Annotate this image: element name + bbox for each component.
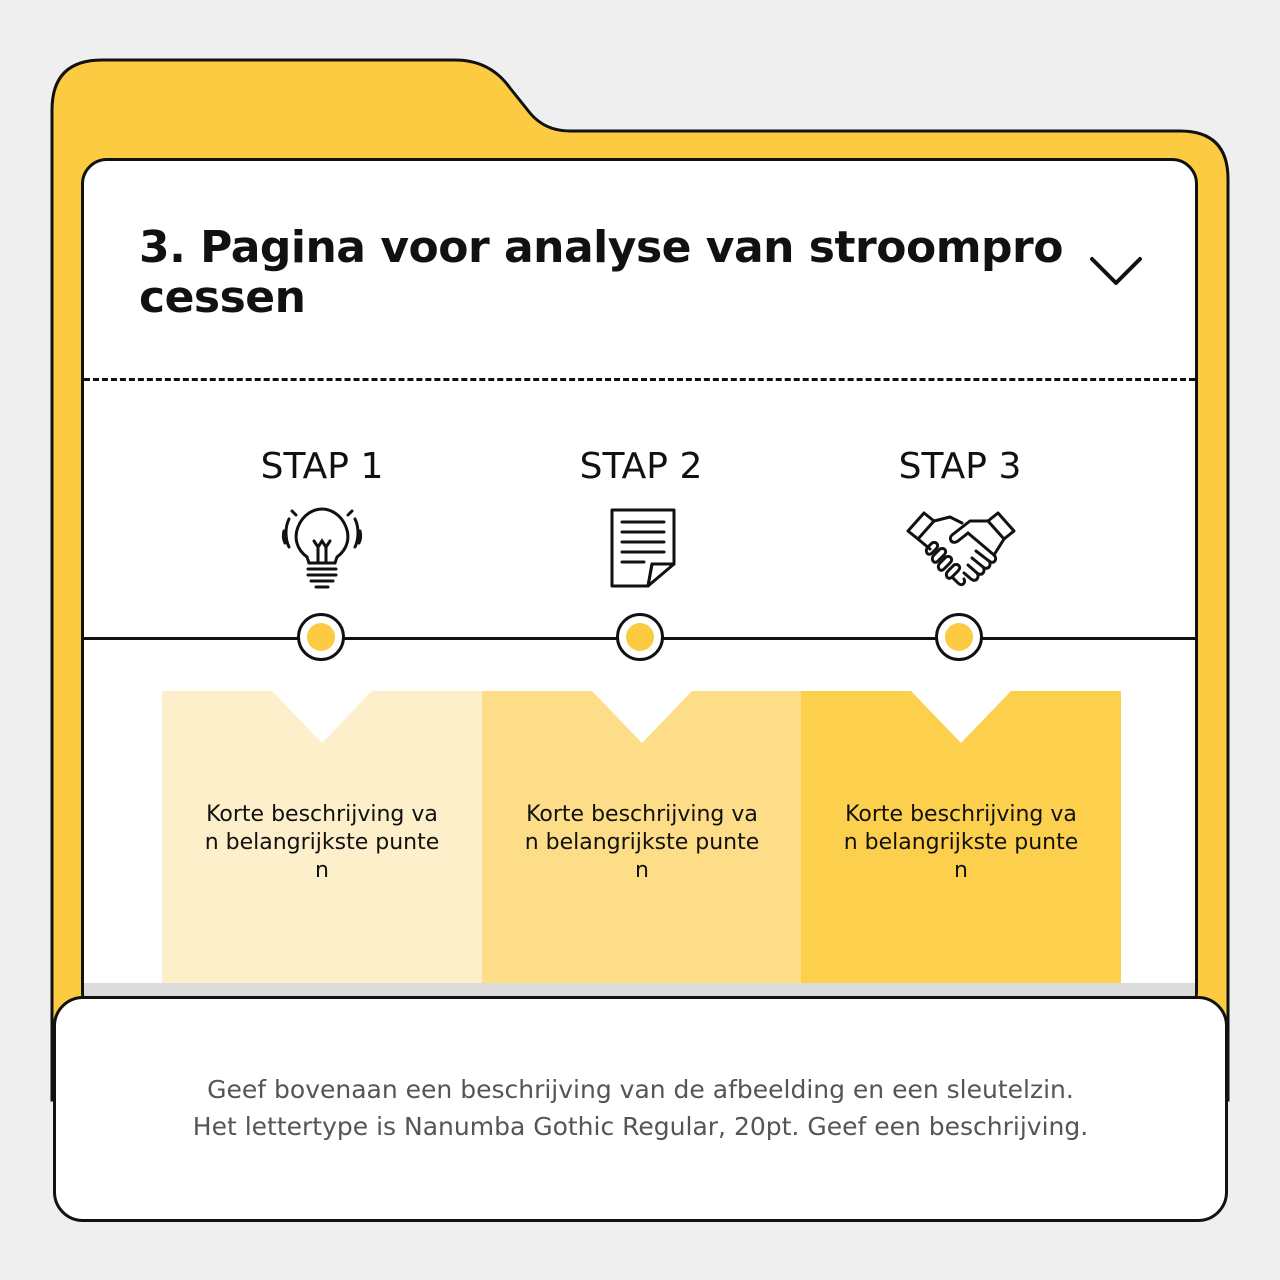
step-1-panel — [162, 691, 482, 1018]
step-1-label: STAP 1 — [260, 446, 384, 487]
page-title: 3. Pagina voor analyse van stroomprocessen — [139, 222, 1063, 323]
step-3-label: STAP 3 — [898, 446, 1022, 487]
step-2-description: Korte beschrijving van belangrijkste punten — [524, 802, 760, 883]
step-1-description: Korte beschrijving van belangrijkste punten — [204, 802, 440, 883]
step-3-description: Korte beschrijving van belangrijkste punten — [843, 802, 1079, 883]
description-text — [56, 1071, 1225, 1145]
step-2-node — [616, 613, 664, 661]
lightbulb-icon — [280, 501, 364, 593]
chevron-down-icon[interactable] — [1088, 253, 1144, 289]
panel-notch — [911, 691, 1011, 743]
handshake-icon — [904, 503, 1018, 593]
step-2-panel — [482, 691, 802, 1018]
description-box — [53, 996, 1228, 1222]
document-icon — [608, 506, 678, 590]
step-2-label: STAP 2 — [579, 446, 703, 487]
description-line-1: Geef bovenaan een beschrijving van de afbeelding en een sleutelzin. — [207, 1075, 1074, 1104]
step-3-node — [935, 613, 983, 661]
description-line-2: Het lettertype is Nanumba Gothic Regular, 20pt. Geef een beschrijving. — [192, 1112, 1089, 1141]
step-1-node — [297, 613, 345, 661]
step-3-panel — [801, 691, 1121, 1018]
content-card — [81, 158, 1198, 1018]
panel-notch — [592, 691, 692, 743]
panel-notch — [272, 691, 372, 743]
dashed-divider — [84, 378, 1195, 381]
